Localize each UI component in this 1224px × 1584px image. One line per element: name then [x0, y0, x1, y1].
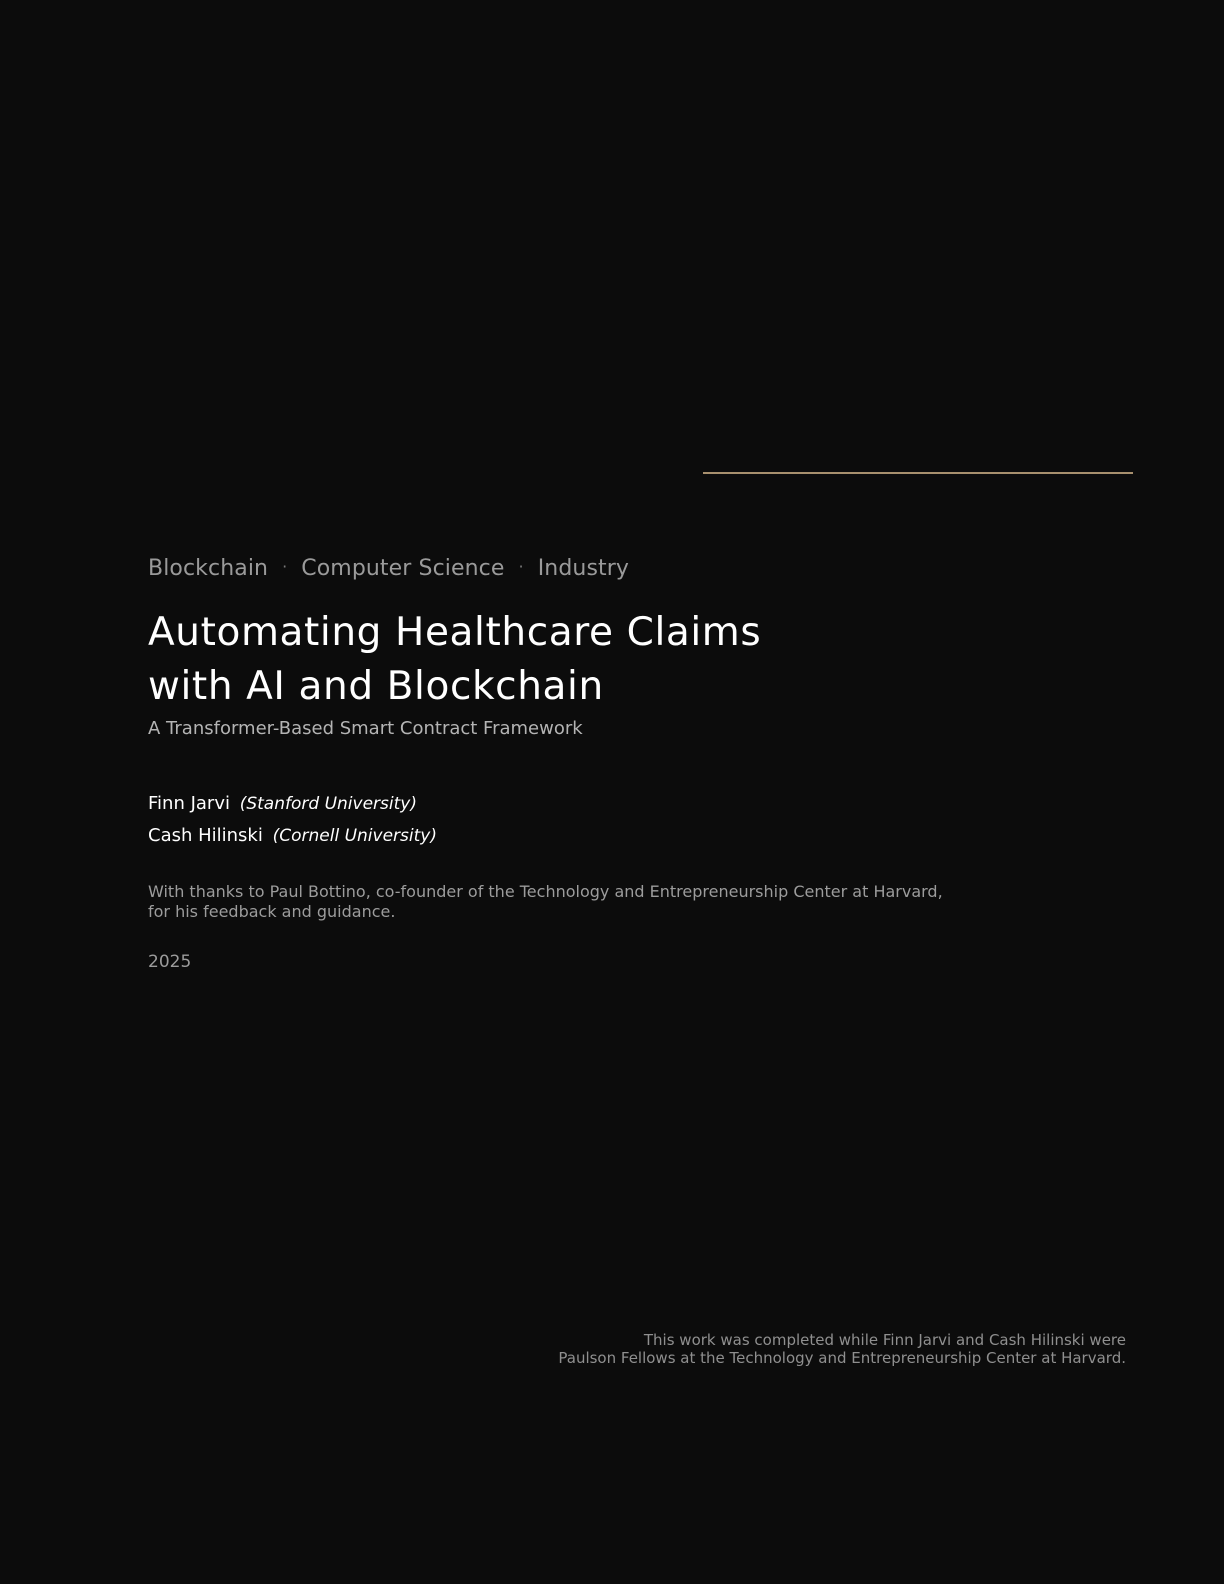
title-line: Automating Healthcare Claims	[148, 610, 762, 655]
author-name: Cash Hilinski	[148, 825, 263, 846]
category-separator: ·	[518, 557, 524, 576]
publication-year: 2025	[148, 952, 192, 972]
category-tag: Computer Science	[301, 556, 505, 581]
accent-rule	[703, 472, 1133, 474]
acknowledgment: With thanks to Paul Bottino, co-founder of the Technology and Entrepreneurship Center at Harvard, for his feedback and guidance.	[148, 882, 943, 921]
author-entry	[148, 820, 437, 852]
fellowship-note	[558, 1331, 1126, 1367]
paper-subtitle: A Transformer-Based Smart Contract Framework	[148, 718, 583, 739]
author-name: Finn Jarvi	[148, 793, 230, 814]
category-separator: ·	[282, 557, 288, 576]
category-tag: Industry	[537, 556, 629, 581]
category-tags	[148, 556, 629, 581]
category-tag: Blockchain	[148, 556, 269, 581]
title-line: with AI and Blockchain	[148, 664, 604, 709]
fellowship-note-line: Paulson Fellows at the Technology and Entrepreneurship Center at Harvard.	[558, 1349, 1126, 1367]
author-affiliation: (Cornell University)	[272, 826, 437, 846]
author-list	[148, 788, 437, 852]
fellowship-note-line: This work was completed while Finn Jarvi and Cash Hilinski were	[643, 1331, 1126, 1349]
author-affiliation: (Stanford University)	[239, 794, 417, 814]
author-entry	[148, 788, 437, 820]
paper-title	[148, 606, 761, 714]
